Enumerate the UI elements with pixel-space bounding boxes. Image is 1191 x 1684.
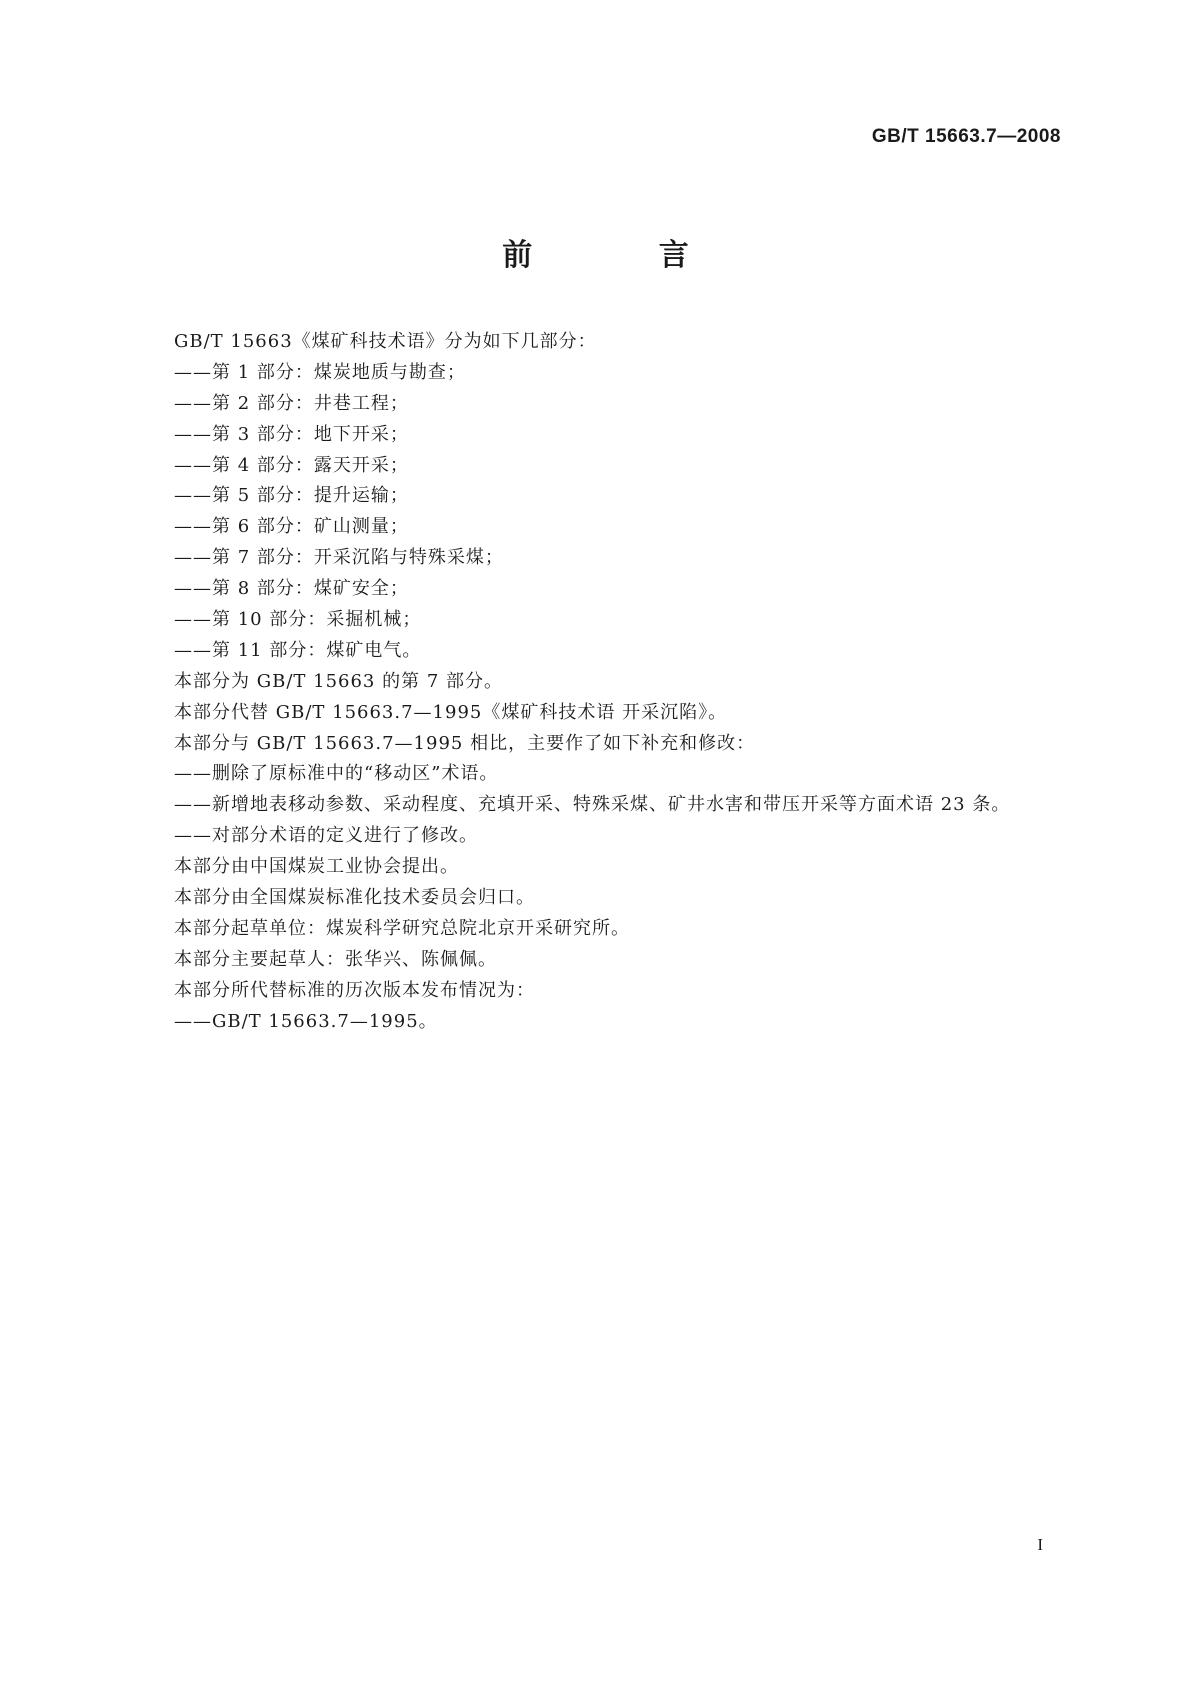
part-list-item: ——第 3 部分：地下开采； [174,423,409,445]
part-list-item: ——第 11 部分：煤矿电气。 [174,639,422,661]
paragraph-line: 本部分由全国煤炭标准化技术委员会归口。 [174,887,535,909]
part-list-item: ——第 5 部分：提升运输； [174,485,409,507]
part-list-item: ——第 1 部分：煤炭地质与勘查； [174,361,466,383]
paragraph-line: 本部分主要起草人：张华兴、陈佩佩。 [174,948,497,970]
change-list-item: ——新增地表移动参数、采动程度、充填开采、特殊采煤、矿井水害和带压开采等方面术语 23 条。 [174,794,1011,816]
paragraph-line: 本部分代替 GB/T 15663.7—1995《煤矿科技术语 开采沉陷》。 [174,701,728,723]
part-list-item: ——第 6 部分：矿山测量； [174,516,409,538]
part-list-item: ——第 2 部分：井巷工程； [174,392,409,414]
paragraph-line: 本部分所代替标准的历次版本发布情况为： [174,979,535,1001]
paragraph-line: 本部分起草单位：煤炭科学研究总院北京开采研究所。 [174,917,630,939]
part-list-item: ——第 7 部分：开采沉陷与特殊采煤； [174,547,504,569]
foreword-body [174,327,1074,1037]
change-list-item: ——对部分术语的定义进行了修改。 [174,825,478,847]
page-title: 前 言 [502,238,747,273]
standard-code: GB/T 15663.7—2008 [871,126,1061,147]
part-list-item: ——第 4 部分：露天开采； [174,454,409,476]
paragraph-line: 本部分由中国煤炭工业协会提出。 [174,856,459,878]
page-number: I [1037,1535,1043,1554]
change-list-item: ——删除了原标准中的“移动区”术语。 [174,763,499,785]
paragraph-line: 本部分与 GB/T 15663.7—1995 相比，主要作了如下补充和修改： [174,732,756,754]
version-list-item: ——GB/T 15663.7—1995。 [174,1010,438,1032]
part-list-item: ——第 8 部分：煤矿安全； [174,578,409,600]
part-list-item: ——第 10 部分：采掘机械； [174,609,422,631]
paragraph-line: 本部分为 GB/T 15663 的第 7 部分。 [174,670,503,692]
intro-line: GB/T 15663《煤矿科技术语》分为如下几部分： [174,331,597,352]
